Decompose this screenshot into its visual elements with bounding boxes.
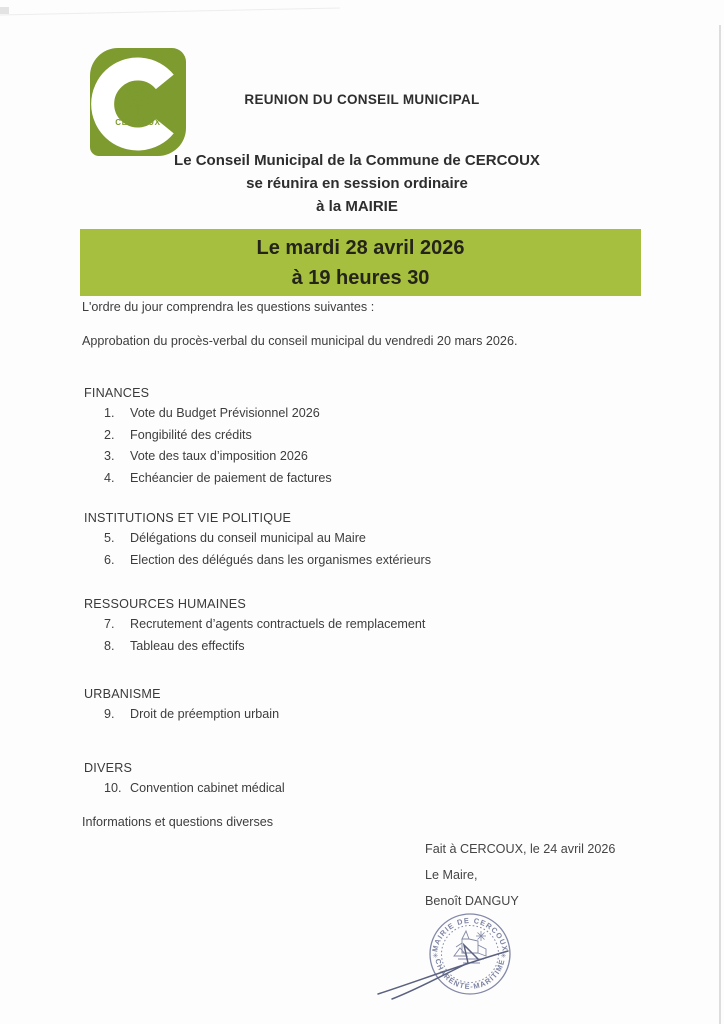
item-text: Droit de préemption urbain xyxy=(130,707,280,721)
scan-edge-line xyxy=(719,25,721,1024)
signature-role: Le Maire, xyxy=(425,868,478,882)
section-urbanisme xyxy=(84,687,279,726)
section-divers xyxy=(84,761,285,800)
item-text: Fongibilité des crédits xyxy=(130,427,252,442)
item-number: 8. xyxy=(104,638,115,653)
agenda-item xyxy=(84,778,285,800)
page-title: REUNION DU CONSEIL MUNICIPAL xyxy=(244,92,480,107)
section-institutions xyxy=(84,511,431,571)
section-ressources-humaines xyxy=(84,597,425,657)
seal-crest-icon xyxy=(454,931,486,963)
meeting-date-banner xyxy=(80,229,641,296)
agenda-approval: Approbation du procès-verbal du conseil municipal du vendredi 20 mars 2026. xyxy=(82,334,518,348)
agenda-item xyxy=(84,550,431,572)
agenda-lead: L'ordre du jour comprendra les questions suivantes : xyxy=(82,300,375,314)
item-text: Recrutement d’agents contractuels de remplacement xyxy=(130,617,426,631)
item-text: Délégations du conseil municipal au Maire xyxy=(130,531,366,545)
item-text: Convention cabinet médical xyxy=(130,781,285,795)
item-number: 5. xyxy=(104,531,115,545)
seal-top-text: MAIRIE DE CERCOUX xyxy=(430,915,510,953)
item-number: 4. xyxy=(104,470,115,485)
seal-star-left: ✳ xyxy=(432,953,440,960)
intro-line-1: Le Conseil Municipal de la Commune de CERCOUX xyxy=(174,152,540,169)
signature-name: Benoît DANGUY xyxy=(425,894,519,908)
scan-faint-line xyxy=(0,7,340,15)
item-number: 10. xyxy=(104,781,122,795)
item-text: Vote du Budget Prévisionnel 2026 xyxy=(130,406,320,420)
agenda-item xyxy=(84,636,425,658)
intro-line-3: à la MAIRIE xyxy=(316,198,398,215)
banner-date: Le mardi 28 avril 2026 xyxy=(256,237,465,259)
agenda-closing: Informations et questions diverses xyxy=(82,815,274,829)
seal-bottom-text: CHARENTE-MARITIME xyxy=(433,957,507,992)
item-number: 9. xyxy=(104,707,115,721)
seal-star-right: ✳ xyxy=(500,953,508,960)
item-number: 2. xyxy=(104,427,115,442)
item-text: Vote des taux d’imposition 2026 xyxy=(130,449,308,464)
section-finances xyxy=(84,386,332,489)
agenda-item xyxy=(84,425,332,447)
section-title: FINANCES xyxy=(84,386,150,400)
intro-block xyxy=(0,149,714,218)
intro-line-2: se réunira en session ordinaire xyxy=(246,175,468,192)
section-title: DIVERS xyxy=(84,761,133,775)
item-number: 3. xyxy=(104,449,115,464)
item-number: 6. xyxy=(104,552,115,567)
signature-ink-stroke xyxy=(378,945,508,999)
logo-town-name: CERCOUX xyxy=(115,118,161,127)
item-text: Tableau des effectifs xyxy=(130,638,245,653)
agenda-item xyxy=(84,614,425,636)
agenda-item xyxy=(84,446,332,468)
section-title: RESSOURCES HUMAINES xyxy=(84,597,246,611)
item-number: 7. xyxy=(104,617,115,631)
agenda-item xyxy=(84,704,279,726)
section-title: INSTITUTIONS ET VIE POLITIQUE xyxy=(84,511,292,525)
item-text: Echéancier de paiement de factures xyxy=(130,470,332,485)
item-number: 1. xyxy=(104,406,115,420)
item-text: Election des délégués dans les organismes extérieurs xyxy=(130,552,432,567)
agenda-item xyxy=(84,468,332,490)
scan-smudge xyxy=(0,7,9,14)
agenda-item xyxy=(84,528,431,550)
municipal-seal xyxy=(368,901,578,1021)
agenda-item xyxy=(84,403,332,425)
signature-place-date: Fait à CERCOUX, le 24 avril 2026 xyxy=(425,842,616,856)
section-title: URBANISME xyxy=(84,687,161,701)
banner-time: à 19 heures 30 xyxy=(291,267,430,289)
